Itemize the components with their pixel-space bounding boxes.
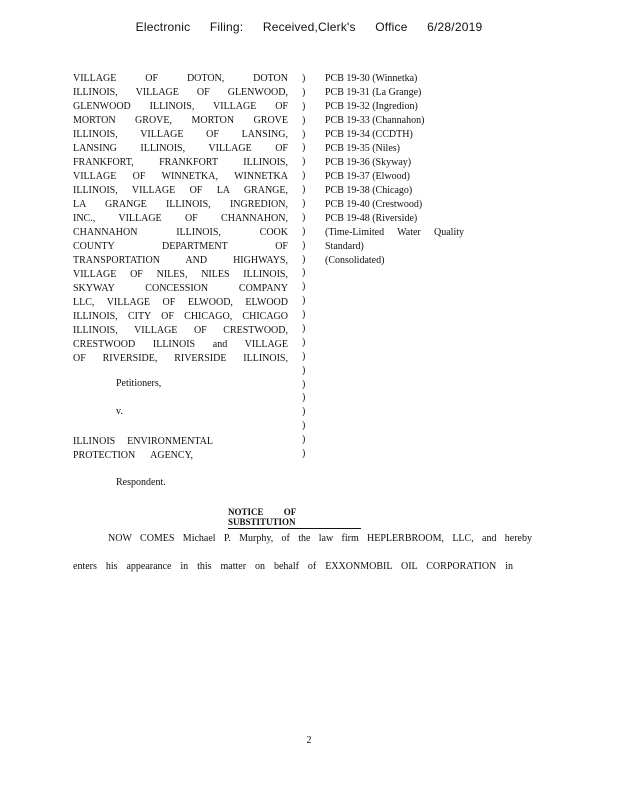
case-number: PCB 19-34 (CCDTH) [325, 129, 413, 140]
case-number: PCB 19-30 (Winnetka) [325, 73, 418, 84]
paren: ) [302, 225, 306, 237]
case-note-line: (Consolidated) [325, 255, 385, 266]
paren: ) [302, 170, 306, 182]
case-number: PCB 19-38 (Chicago) [325, 185, 413, 196]
paren: ) [302, 392, 306, 404]
header-filing: Filing: [209, 20, 244, 34]
party-line: ILLINOIS, CITY OF CHICAGO, CHICAGO [73, 311, 288, 322]
case-note-line: Standard) [325, 241, 364, 252]
filing-header [0, 20, 618, 34]
paren: ) [302, 281, 306, 293]
party-line: CRESTWOOD ILLINOIS and VILLAGE [73, 339, 288, 350]
caption-paren-column [302, 72, 310, 461]
paren: ) [302, 86, 306, 98]
party-line: TRANSPORTATION AND HIGHWAYS, [73, 255, 288, 266]
paren: ) [302, 184, 306, 196]
party-line: GLENWOOD ILLINOIS, VILLAGE OF [73, 101, 288, 112]
case-number: PCB 19-35 (Niles) [325, 143, 400, 154]
party-line: INC., VILLAGE OF CHANNAHON, [73, 213, 288, 224]
paren: ) [302, 309, 306, 321]
respondent-line: PROTECTION AGENCY, [73, 450, 193, 461]
case-note-line: (Time-Limited Water Quality [325, 227, 464, 238]
paren: ) [302, 295, 306, 307]
paren: ) [302, 100, 306, 112]
paren: ) [302, 350, 306, 362]
notice-body-line-2: enters his appearance in this matter on behalf of EXXONMOBIL OIL CORPORATION in [73, 561, 513, 572]
versus-label: v. [116, 406, 123, 417]
paren: ) [302, 434, 306, 446]
paren: ) [302, 142, 306, 154]
case-number: PCB 19-36 (Skyway) [325, 157, 412, 168]
paren: ) [302, 114, 306, 126]
case-number: PCB 19-40 (Crestwood) [325, 199, 423, 210]
party-line: CHANNAHON ILLINOIS, COOK [73, 227, 288, 238]
paren: ) [302, 323, 306, 335]
paren: ) [302, 448, 306, 460]
party-line: ILLINOIS, VILLAGE OF CRESTWOOD, [73, 325, 288, 336]
paren: ) [302, 73, 306, 84]
respondent-line: ILLINOIS ENVIRONMENTAL [73, 436, 213, 447]
paren: ) [302, 378, 306, 390]
paren: ) [302, 406, 306, 418]
party-line: ILLINOIS, VILLAGE OF GLENWOOD, [73, 87, 288, 98]
paren: ) [302, 211, 306, 223]
party-line: COUNTY DEPARTMENT OF [73, 241, 288, 252]
party-line: ILLINOIS, VILLAGE OF LANSING, [73, 129, 288, 140]
notice-title: NOTICE OF SUBSTITUTION [228, 507, 361, 529]
case-number: PCB 19-31 (La Grange) [325, 87, 422, 98]
party-line: LANSING ILLINOIS, VILLAGE OF [73, 143, 288, 154]
paren: ) [302, 267, 306, 279]
case-number: PCB 19-33 (Channahon) [325, 115, 425, 126]
party-line: FRANKFORT, FRANKFORT ILLINOIS, [73, 157, 288, 168]
respondent-name-line [73, 436, 213, 447]
notice-body-line-1: NOW COMES Michael P. Murphy, of the law firm HEPLERBROOM, LLC, and hereby [108, 533, 532, 544]
paren: ) [302, 156, 306, 168]
party-line: MORTON GROVE, MORTON GROVE [73, 115, 288, 126]
party-line: LA GRANGE ILLINOIS, INGREDION, [73, 199, 288, 210]
page-number: 2 [306, 735, 312, 746]
header-office: Office [375, 20, 408, 34]
header-received: Received,Clerk's [262, 20, 356, 34]
respondent-name-line [73, 450, 193, 461]
party-line: ILLINOIS, VILLAGE OF LA GRANGE, [73, 185, 288, 196]
paren: ) [302, 198, 306, 210]
header-electronic: Electronic [135, 20, 191, 34]
respondent-label: Respondent. [116, 477, 166, 488]
paren: ) [302, 364, 306, 376]
paren: ) [302, 253, 306, 265]
party-line: SKYWAY CONCESSION COMPANY [73, 283, 288, 294]
party-line: OF RIVERSIDE, RIVERSIDE ILLINOIS, [73, 353, 288, 364]
paren: ) [302, 420, 306, 432]
party-line: VILLAGE OF DOTON, DOTON [73, 73, 288, 84]
petitioners-label: Petitioners, [116, 378, 162, 389]
header-date: 6/28/2019 [427, 20, 483, 34]
paren: ) [302, 128, 306, 140]
case-number: PCB 19-48 (Riverside) [325, 213, 418, 224]
paren: ) [302, 336, 306, 348]
case-number: PCB 19-37 (Elwood) [325, 171, 410, 182]
party-line: LLC, VILLAGE OF ELWOOD, ELWOOD [73, 297, 288, 308]
party-line: VILLAGE OF WINNETKA, WINNETKA [73, 171, 288, 182]
case-number: PCB 19-32 (Ingredion) [325, 101, 418, 112]
party-line: VILLAGE OF NILES, NILES ILLINOIS, [73, 269, 288, 280]
paren: ) [302, 239, 306, 251]
